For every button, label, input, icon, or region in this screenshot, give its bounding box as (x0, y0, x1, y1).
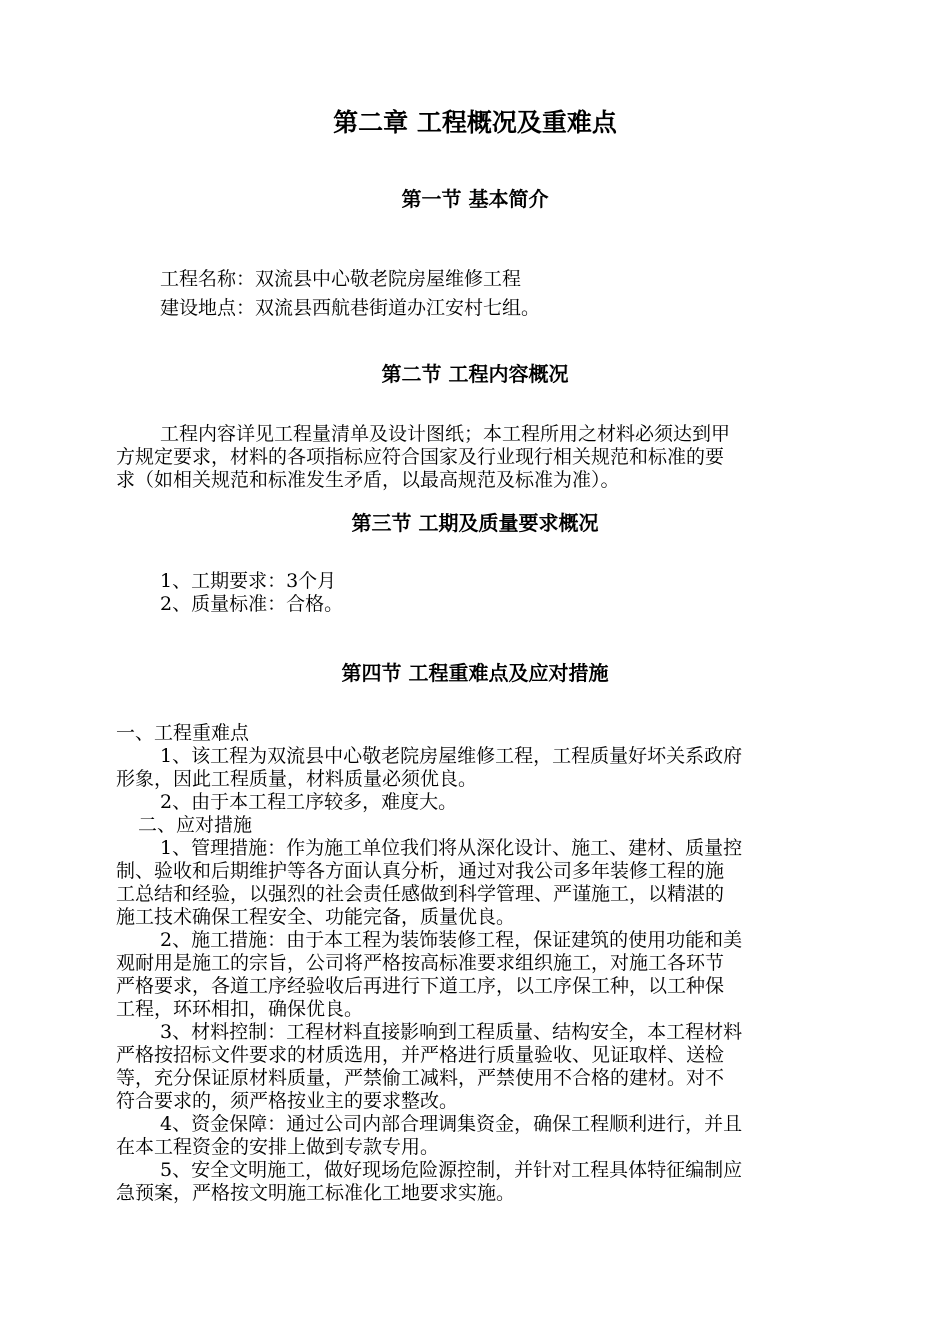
paragraph-line: 2、施工措施：由于本工程为装饰装修工程，保证建筑的使用功能和美 (160, 929, 743, 951)
paragraph-line: 施工技术确保工程安全、功能完备，质量优良。 (116, 906, 516, 928)
paragraph-line: 在本工程资金的安排上做到专款专用。 (116, 1136, 440, 1158)
section-heading-basic-intro: 第一节 基本简介 (401, 187, 549, 211)
paragraph-line: 4、资金保障：通过公司内部合理调集资金，确保工程顺利进行，并且 (160, 1113, 743, 1135)
section-heading-content-overview: 第二节 工程内容概况 (381, 362, 569, 386)
paragraph-line: 方规定要求，材料的各项指标应符合国家及行业现行相关规范和标准的要 (116, 446, 725, 468)
paragraph-line: 形象，因此工程质量，材料质量必须优良。 (116, 768, 478, 790)
paragraph-line: 制、验收和后期维护等各方面认真分析，通过对我公司多年装修工程的施 (116, 860, 725, 882)
basic-info (116, 265, 856, 323)
subheading-measures: 二、应对措施 (138, 814, 253, 836)
project-name-line (116, 265, 856, 294)
location-line (116, 294, 856, 323)
content-paragraph (116, 423, 856, 492)
paragraph-line: 急预案，严格按文明施工标准化工地要求实施。 (116, 1182, 516, 1204)
paragraph-line: 2、由于本工程工序较多，难度大。 (160, 791, 458, 813)
paragraph-line: 观耐用是施工的宗旨，公司将严格按高标准要求组织施工，对施工各环节 (116, 952, 725, 974)
paragraph-line: 1、管理措施：作为施工单位我们将从深化设计、施工、建材、质量控 (160, 837, 743, 859)
paragraph-line: 严格要求，各道工序经验收后再进行下道工序，以工序保工种，以工种保 (116, 975, 725, 997)
paragraph-line: 5、安全文明施工，做好现场危险源控制，并针对工程具体特征编制应 (160, 1159, 743, 1181)
difficulties-and-measures (116, 722, 856, 1205)
paragraph-line: 工总结和经验，以强烈的社会责任感做到科学管理、严谨施工，以精湛的 (116, 883, 725, 905)
section-heading-period-quality: 第三节 工期及质量要求概况 (351, 511, 599, 535)
paragraph-line: 3、材料控制：工程材料直接影响到工程质量、结构安全，本工程材料 (160, 1021, 743, 1043)
section-heading-difficulties: 第四节 工程重难点及应对措施 (341, 661, 609, 685)
list-item-quality: 2、质量标准：合格。 (160, 593, 344, 615)
project-name-label: 工程名称： (160, 268, 256, 290)
subheading-difficulties: 一、工程重难点 (116, 722, 250, 744)
paragraph-line: 1、该工程为双流县中心敬老院房屋维修工程，工程质量好坏关系政府 (160, 745, 743, 767)
paragraph-line: 求（如相关规范和标准发生矛盾，以最高规范及标准为准）。 (116, 469, 620, 491)
location-label: 建设地点： (160, 297, 256, 319)
chapter-title: 第二章 工程概况及重难点 (333, 108, 617, 137)
paragraph-line: 工程内容详见工程量清单及设计图纸；本工程所用之材料必须达到甲 (160, 423, 731, 445)
project-name-value: 双流县中心敬老院房屋维修工程 (255, 268, 522, 290)
list-item-period: 1、工期要求：3个月 (160, 570, 337, 592)
paragraph-line: 严格按招标文件要求的材质选用，并严格进行质量验收、见证取样、送检 (116, 1044, 725, 1066)
location-value: 双流县西航巷街道办江安村七组。 (255, 297, 541, 319)
paragraph-line: 符合要求的，须严格按业主的要求整改。 (116, 1090, 459, 1112)
paragraph-line: 等，充分保证原材料质量，严禁偷工减料，严禁使用不合格的建材。对不 (116, 1067, 725, 1089)
paragraph-line: 工程，环环相扣，确保优良。 (116, 998, 364, 1020)
period-quality-list (116, 570, 856, 616)
